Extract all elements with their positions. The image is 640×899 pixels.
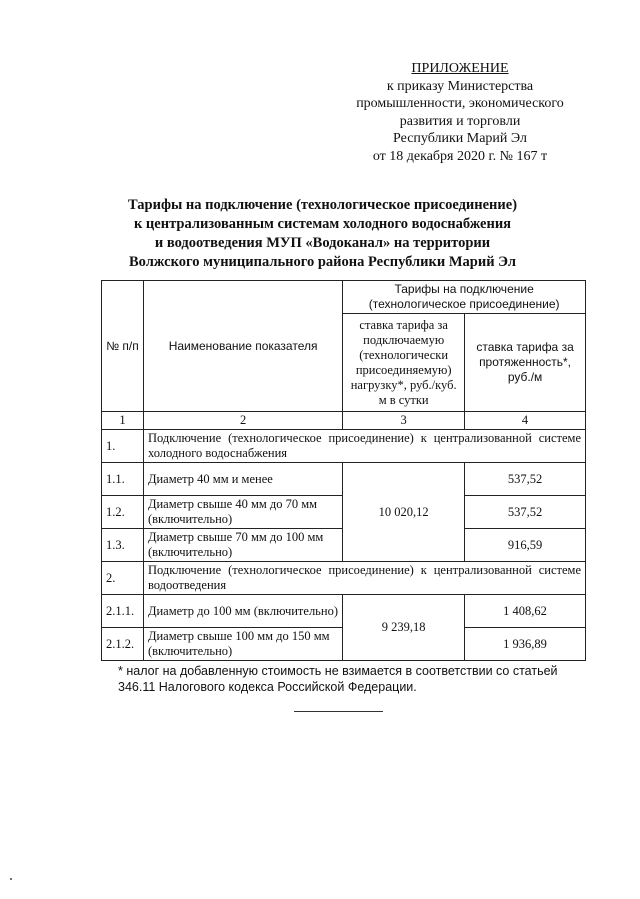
header-name: Наименование показателя [143,281,342,412]
appendix-heading: ПРИЛОЖЕНИЕ [411,61,509,76]
column-number: 3 [343,412,465,430]
row-name: Диаметр до 100 мм (включительно) [143,595,342,628]
header-load-rate: ставка тарифа за подключаемую (технологически присоединяемую) нагрузку*, руб./куб. м в сутки [343,314,465,412]
table-row [102,595,586,628]
document-title [90,196,555,272]
row-num: 1.3. [102,529,144,562]
appendix-block [330,60,590,165]
length-rate-value: 537,52 [465,463,586,496]
column-number: 4 [465,412,586,430]
section-num: 2. [102,562,144,595]
row-name: Диаметр свыше 70 мм до 100 мм (включительно) [143,529,342,562]
section-title: Подключение (технологическое присоединение) к централизованной системе холодного водоснабжения [143,430,585,463]
section-row [102,562,586,595]
length-rate-value: 1 936,89 [465,628,586,661]
appendix-line: развития и торговли [399,113,521,129]
title-line: Волжского муниципального района Республики Марий Эл [129,254,516,270]
appendix-line: промышленности, экономического [356,96,564,111]
header-length-rate: ставка тарифа за протяженность*, руб./м [465,314,586,412]
row-num: 2.1.2. [102,628,144,661]
appendix-line: к приказу Министерства [386,78,534,94]
title-line: к централизованным системам холодного водоснабжения [133,216,512,232]
scan-speck [10,878,12,880]
row-num: 2.1.1. [102,595,144,628]
column-number: 2 [143,412,342,430]
table-row [102,463,586,496]
length-rate-value: 537,52 [465,496,586,529]
appendix-order-date: от 18 декабря 2020 г. № 167 т [372,148,548,164]
load-rate-value: 10 020,12 [343,463,465,562]
length-rate-value: 916,59 [465,529,586,562]
vat-footnote: * налог на добавленную стоимость не взимается в соответствии со статьей 346.11 Налогового кодекса Российской Федерации. [118,664,558,694]
load-rate-value: 9 239,18 [343,595,465,661]
closing-rule [294,711,383,712]
table-header-row [102,281,586,314]
section-num: 1. [102,430,144,463]
header-num: № п/п [102,281,144,412]
row-num: 1.2. [102,496,144,529]
section-title: Подключение (технологическое присоединение) к централизованной системе водоотведения [143,562,585,595]
column-number: 1 [102,412,144,430]
row-name: Диаметр свыше 40 мм до 70 мм (включительно) [143,496,342,529]
row-num: 1.1. [102,463,144,496]
title-line: и водоотведения МУП «Водоканал» на территории [154,235,491,251]
title-line: Тарифы на подключение (технологическое присоединение) [127,197,518,213]
appendix-line: Республики Марий Эл [393,131,527,146]
section-row [102,430,586,463]
column-number-row [102,412,586,430]
row-name: Диаметр свыше 100 мм до 150 мм (включительно) [143,628,342,661]
length-rate-value: 1 408,62 [465,595,586,628]
header-tariff-group: Тарифы на подключение (технологическое присоединение) [343,281,586,314]
tariffs-table [101,280,586,661]
row-name: Диаметр 40 мм и менее [143,463,342,496]
